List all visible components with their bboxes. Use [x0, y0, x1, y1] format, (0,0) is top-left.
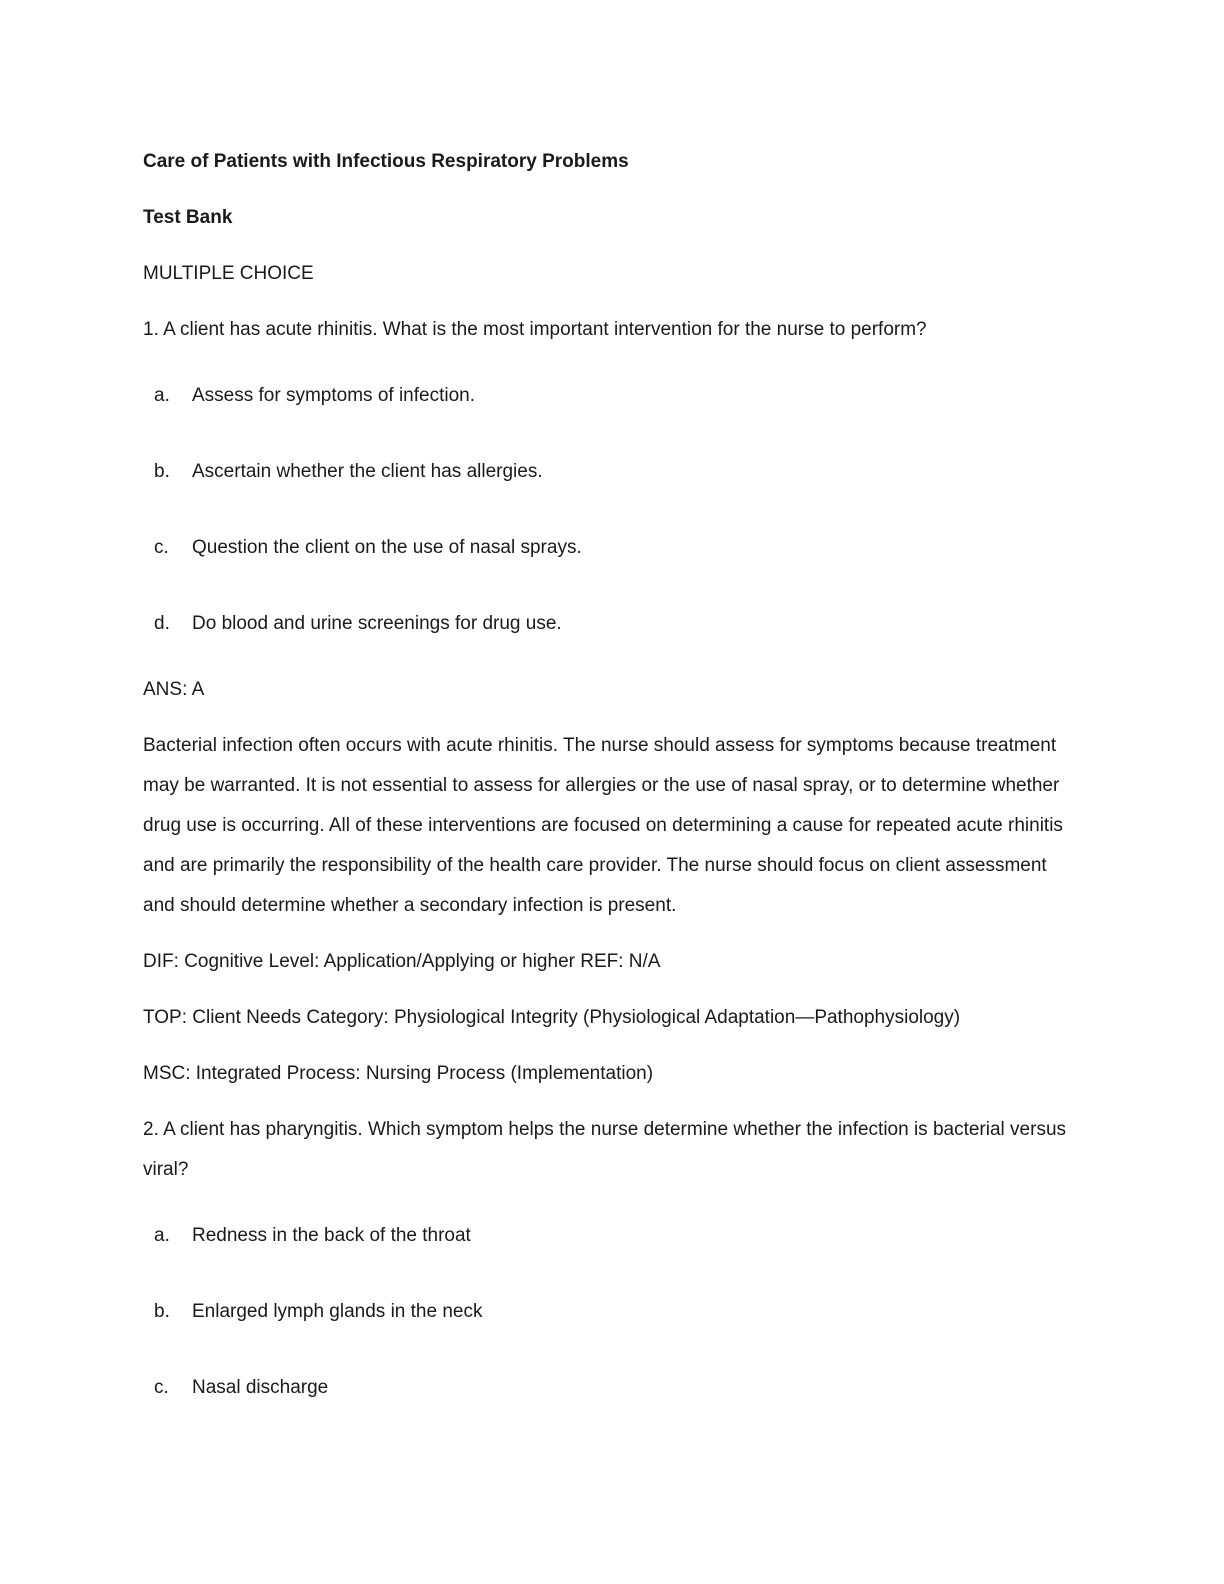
option-letter: d.: [154, 613, 170, 634]
question-1-stem: 1. A client has acute rhinitis. What is the most important intervention for the nurse to perform?: [143, 319, 927, 340]
option-letter: c.: [154, 1377, 169, 1398]
option-letter: c.: [154, 537, 169, 558]
question-2-option-a: [143, 1216, 1073, 1256]
question-1-option-b: [143, 452, 1073, 492]
question-2-stem: 2. A client has pharyngitis. Which symptom helps the nurse determine whether the infection is bacterial versus viral?: [143, 1119, 1067, 1180]
document-subtitle: Test Bank: [143, 207, 233, 228]
option-text: Do blood and urine screenings for drug use.: [192, 613, 562, 634]
question-1-option-a: [143, 376, 1073, 416]
option-text: Nasal discharge: [192, 1377, 329, 1398]
question-1-option-d: [143, 604, 1073, 644]
option-text: Enlarged lymph glands in the neck: [192, 1301, 483, 1322]
option-text: Redness in the back of the throat: [192, 1225, 471, 1246]
option-text: Ascertain whether the client has allergies.: [192, 461, 543, 482]
question-1-msc: MSC: Integrated Process: Nursing Process (Implementation): [143, 1063, 654, 1084]
option-letter: b.: [154, 1301, 170, 1322]
question-2-option-b: [143, 1292, 1073, 1332]
question-1-option-c: [143, 528, 1073, 568]
question-2-option-c: [143, 1368, 1073, 1408]
question-1-topic: TOP: Client Needs Category: Physiological Integrity (Physiological Adaptation—Pathophysiology): [143, 1007, 961, 1028]
document-body: [143, 142, 1073, 1444]
option-text: Assess for symptoms of infection.: [192, 385, 475, 406]
option-letter: b.: [154, 461, 170, 482]
section-heading: MULTIPLE CHOICE: [143, 263, 314, 284]
question-1-difficulty: DIF: Cognitive Level: Application/Applying or higher REF: N/A: [143, 951, 661, 972]
option-letter: a.: [154, 385, 170, 406]
document-title: Care of Patients with Infectious Respiratory Problems: [143, 151, 629, 172]
question-1-rationale: Bacterial infection often occurs with acute rhinitis. The nurse should assess for symptoms because treatment may be warranted. It is not essential to assess for allergies or the use of nasal spray, or to determine whether drug use is occurring. All of these interventions are focused on determining a cause for repeated acute rhinitis and are primarily the responsibility of the health care provider. The nurse should focus on client assessment and should determine whether a secondary infection is present.: [143, 735, 1063, 916]
question-1-answer: ANS: A: [143, 679, 205, 700]
option-text: Question the client on the use of nasal sprays.: [192, 537, 582, 558]
option-letter: a.: [154, 1225, 170, 1246]
